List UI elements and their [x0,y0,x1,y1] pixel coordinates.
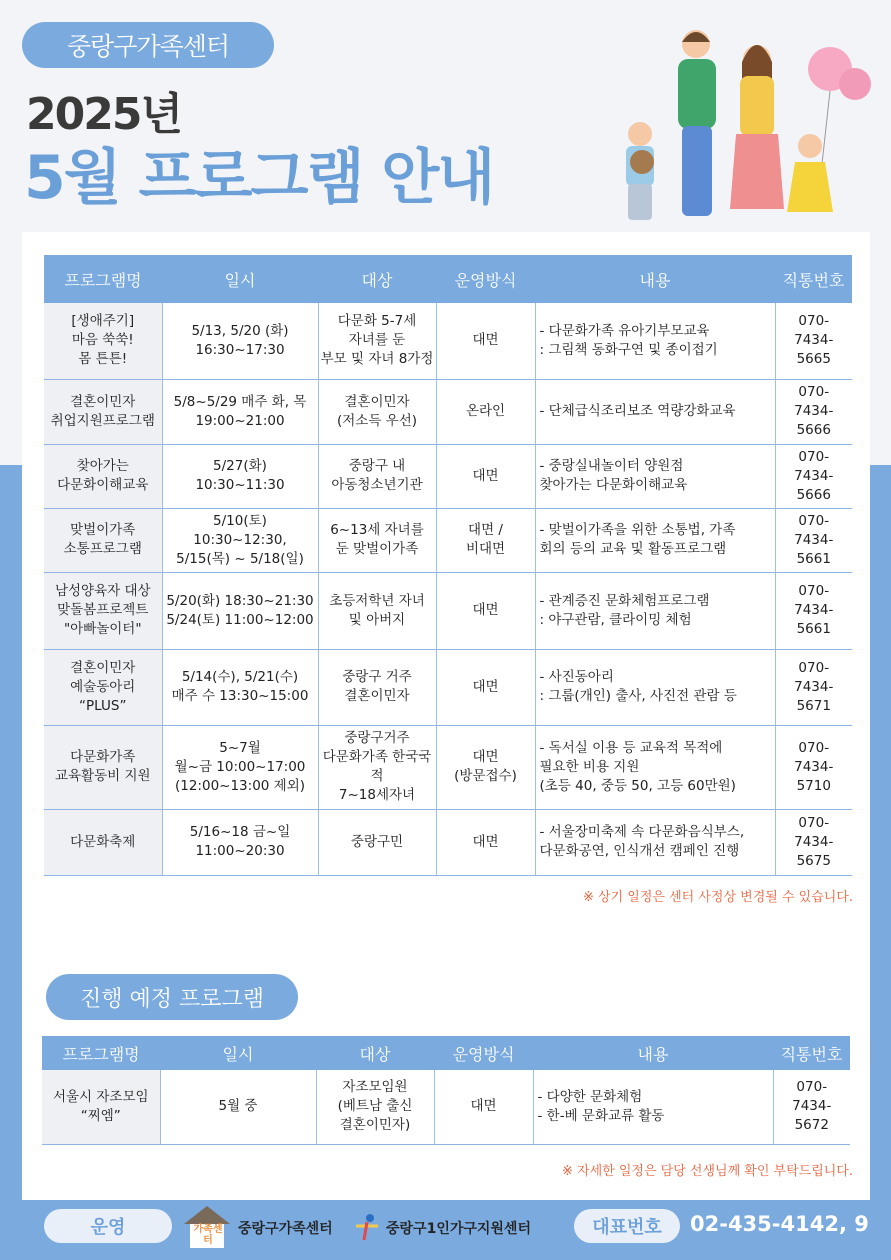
table-row [44,725,852,809]
target-cell: 중랑구 내 아동청소년기관 [318,444,436,508]
method-cell: 대면 / 비대면 [436,508,535,572]
phone-cell: 070- 7434- 5661 [775,508,852,572]
schedule-change-note: ※ 상기 일정은 센터 사정상 변경될 수 있습니다. [583,890,853,905]
phone-cell: 070- 7434- 5710 [775,725,852,809]
method-cell: 온라인 [436,379,535,444]
header-method: 운영방식 [434,1036,533,1070]
table-row [44,649,852,725]
header-program-name: 프로그램명 [42,1036,160,1070]
phone-cell: 070- 7434- 5675 [775,809,852,875]
content-cell: - 독서실 이용 등 교육적 목적에 필요한 비용 지원 (초등 40, 중등 50, 고등 60만원) [535,725,775,809]
logo-text: 가족센터 [193,1224,223,1246]
program-name-cell: 서울시 자조모임 “찌엠” [42,1070,160,1144]
center-name-badge: 중랑구가족센터 [22,22,274,68]
target-cell: 중랑구 거주 결혼이민자 [318,649,436,725]
content-cell: - 서울장미축제 속 다문화음식부스, 다문화공연, 인식개선 캠페인 진행 [535,809,775,875]
content-cell: - 다양한 문화체험 - 한-베 문화교류 활동 [533,1070,773,1144]
footer [0,1200,891,1260]
main-phone-number: 02-435-4142, 9 [690,1212,869,1236]
content-cell: - 맞벌이가족을 위한 소통법, 가족 회의 등의 교육 및 활동프로그램 [535,508,775,572]
method-cell: 대면 [436,572,535,649]
content-cell: - 다문화가족 유아기부모교육 : 그림책 동화구연 및 종이접기 [535,303,775,379]
header-method: 운영방식 [436,255,535,303]
target-cell: 결혼이민자 (저소득 우선) [318,379,436,444]
table-row [44,379,852,444]
target-cell: 중랑구거주 다문화가족 한국국적 7~18세자녀 [318,725,436,809]
upcoming-table [42,1036,850,1145]
phone-cell: 070- 7434- 5666 [775,444,852,508]
target-cell: 6~13세 자녀를 둔 맞벌이가족 [318,508,436,572]
date-cell: 5/10(토) 10:30~12:30, 5/15(목) ~ 5/18(일) [162,508,318,572]
year-title: 2025년 [26,89,181,140]
program-name-cell: 맞벌이가족 소통프로그램 [44,508,162,572]
org-single-household-center: 중랑구1인가구지원센터 [386,1221,531,1237]
program-table [44,255,852,876]
table-row [44,444,852,508]
single-household-logo-icon [352,1212,382,1242]
method-cell: 대면 [436,649,535,725]
method-cell: 대면 [436,444,535,508]
phone-cell: 070- 7434- 5661 [775,572,852,649]
phone-cell: 070- 7434- 5672 [773,1070,850,1144]
method-cell: 대면 [436,809,535,875]
org-family-center: 중랑구가족센터 [238,1221,333,1237]
program-name-cell: 다문화축제 [44,809,162,875]
table-row [44,572,852,649]
date-cell: 5/16~18 금~일 11:00~20:30 [162,809,318,875]
contact-teacher-note: ※ 자세한 일정은 담당 선생님께 확인 부탁드립니다. [562,1164,853,1179]
main-phone-label: 대표번호 [574,1209,680,1243]
method-cell: 대면 [436,303,535,379]
date-cell: 5/13, 5/20 (화) 16:30~17:30 [162,303,318,379]
table-row [44,809,852,875]
date-cell: 5/27(화) 10:30~11:30 [162,444,318,508]
header-date: 일시 [160,1036,316,1070]
method-cell: 대면 (방문접수) [436,725,535,809]
date-cell: 5/8~5/29 매주 화, 목 19:00~21:00 [162,379,318,444]
date-cell: 5/20(화) 18:30~21:30 5/24(토) 11:00~12:00 [162,572,318,649]
table-row [42,1070,850,1144]
program-name-cell: 찾아가는 다문화이해교육 [44,444,162,508]
header-date: 일시 [162,255,318,303]
header-program-name: 프로그램명 [44,255,162,303]
family-illustration [600,14,880,234]
program-name-cell: [생애주기] 마음 쑥쑥! 몸 튼튼! [44,303,162,379]
header-target: 대상 [316,1036,434,1070]
header-phone: 직통번호 [773,1036,850,1070]
upcoming-title-badge: 진행 예정 프로그램 [46,974,298,1020]
operation-label: 운영 [44,1209,172,1243]
table-header-row [44,255,852,303]
table-row [44,508,852,572]
content-cell: - 관계증진 문화체험프로그램 : 야구관람, 클라이밍 체험 [535,572,775,649]
phone-cell: 070- 7434- 5666 [775,379,852,444]
header-target: 대상 [318,255,436,303]
page-title: 5월 프로그램 안내 [24,143,494,213]
date-cell: 5월 중 [160,1070,316,1144]
method-cell: 대면 [434,1070,533,1144]
program-name-cell: 남성양육자 대상 맞돌봄프로젝트 "아빠놀이터" [44,572,162,649]
program-name-cell: 결혼이민자 취업지원프로그램 [44,379,162,444]
target-cell: 초등저학년 자녀 및 아버지 [318,572,436,649]
date-cell: 5~7월 월~금 10:00~17:00 (12:00~13:00 제외) [162,725,318,809]
header-content: 내용 [533,1036,773,1070]
program-name-cell: 다문화가족 교육활동비 지원 [44,725,162,809]
date-cell: 5/14(수), 5/21(수) 매주 수 13:30~15:00 [162,649,318,725]
header-phone: 직통번호 [775,255,852,303]
content-cell: - 단체급식조리보조 역량강화교육 [535,379,775,444]
target-cell: 다문화 5-7세 자녀를 둔 부모 및 자녀 8가정 [318,303,436,379]
table-header-row [42,1036,850,1070]
table-row [44,303,852,379]
target-cell: 중랑구민 [318,809,436,875]
target-cell: 자조모임원 (베트남 출신 결혼이민자) [316,1070,434,1144]
header-content: 내용 [535,255,775,303]
content-cell: - 사진동아리 : 그룹(개인) 출사, 사진전 관람 등 [535,649,775,725]
phone-cell: 070- 7434- 5671 [775,649,852,725]
content-cell: - 중랑실내놀이터 양원점 찾아가는 다문화이해교육 [535,444,775,508]
phone-cell: 070- 7434- 5665 [775,303,852,379]
program-name-cell: 결혼이민자 예술동아리 “PLUS” [44,649,162,725]
